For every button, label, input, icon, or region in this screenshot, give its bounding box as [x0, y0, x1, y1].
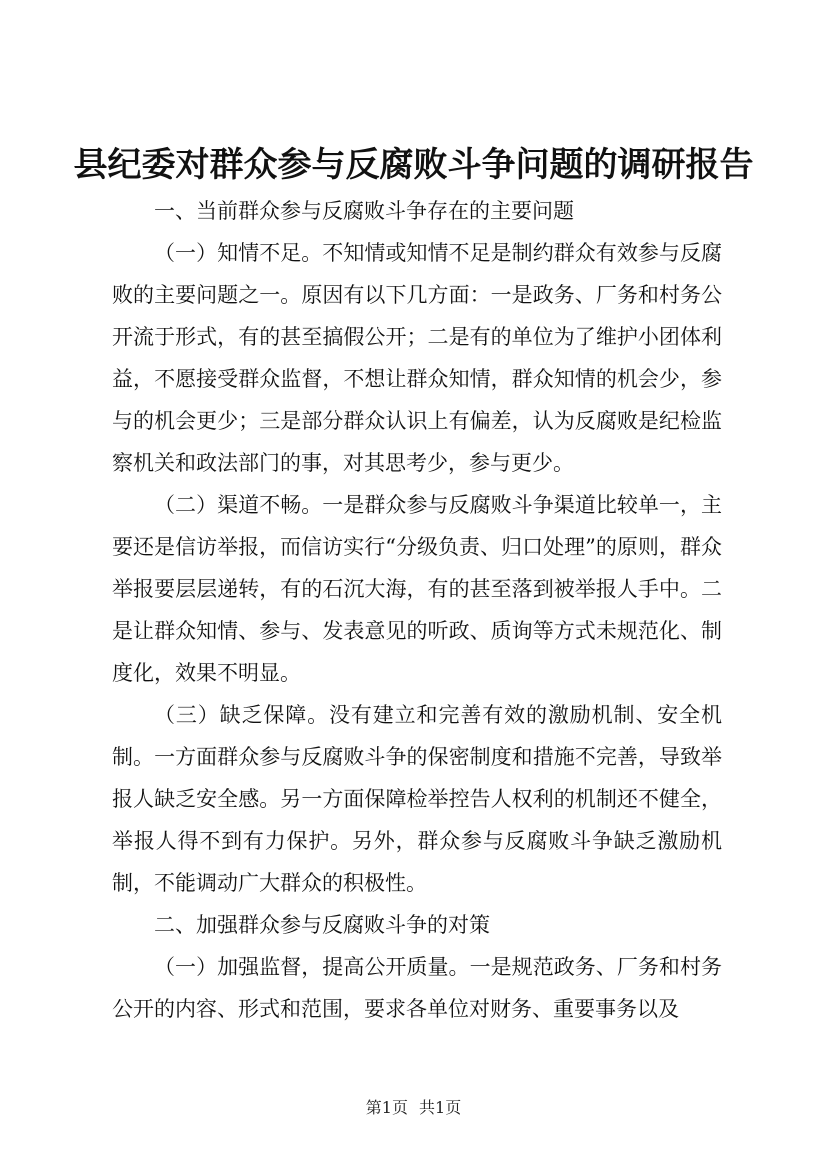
body-paragraph: （二）渠道不畅。一是群众参与反腐败斗争渠道比较单一，主要还是信访举报，而信访实行“分级负责、归口处理”的原则，群众举报要层层递转，有的石沉大海，有的甚至落到被举报人手中。二是让群众知情、参与、发表意见的听政、质询等方式未规范化、制度化，效果不明显。 — [112, 493, 722, 685]
document-body — [112, 190, 722, 1030]
body-paragraph: （一）加强监督，提高公开质量。一是规范政务、厂务和村务公开的内容、形式和范围，要求各单位对财务、重要事务以及 — [112, 955, 722, 1021]
page-footer — [0, 1095, 827, 1118]
section-heading: 二、加强群众参与反腐败斗争的对策 — [154, 913, 490, 937]
page-number: 第1页 — [365, 1098, 408, 1117]
body-paragraph: （一）知情不足。不知情或知情不足是制约群众有效参与反腐败的主要问题之一。原因有以下几方面：一是政务、厂务和村务公开流于形式，有的甚至搞假公开；二是有的单位为了维护小团体利益，不愿接受群众监督，不想让群众知情，群众知情的机会少，参与的机会更少；三是部分群众认识上有偏差，认为反腐败是纪检监察机关和政法部门的事，对其思考少，参与更少。 — [112, 241, 722, 475]
page-title: 县纪委对群众参与反腐败斗争问题的调研报告 — [73, 145, 754, 185]
body-paragraph: （三）缺乏保障。没有建立和完善有效的激励机制、安全机制。一方面群众参与反腐败斗争的保密制度和措施不完善，导致举报人缺乏安全感。另一方面保障检举控告人权利的机制还不健全，举报人得不到有力保护。另外，群众参与反腐败斗争缺乏激励机制，不能调动广大群众的积极性。 — [112, 703, 722, 895]
section-heading: 一、当前群众参与反腐败斗争存在的主要问题 — [154, 199, 574, 223]
page-total: 共1页 — [419, 1098, 462, 1117]
